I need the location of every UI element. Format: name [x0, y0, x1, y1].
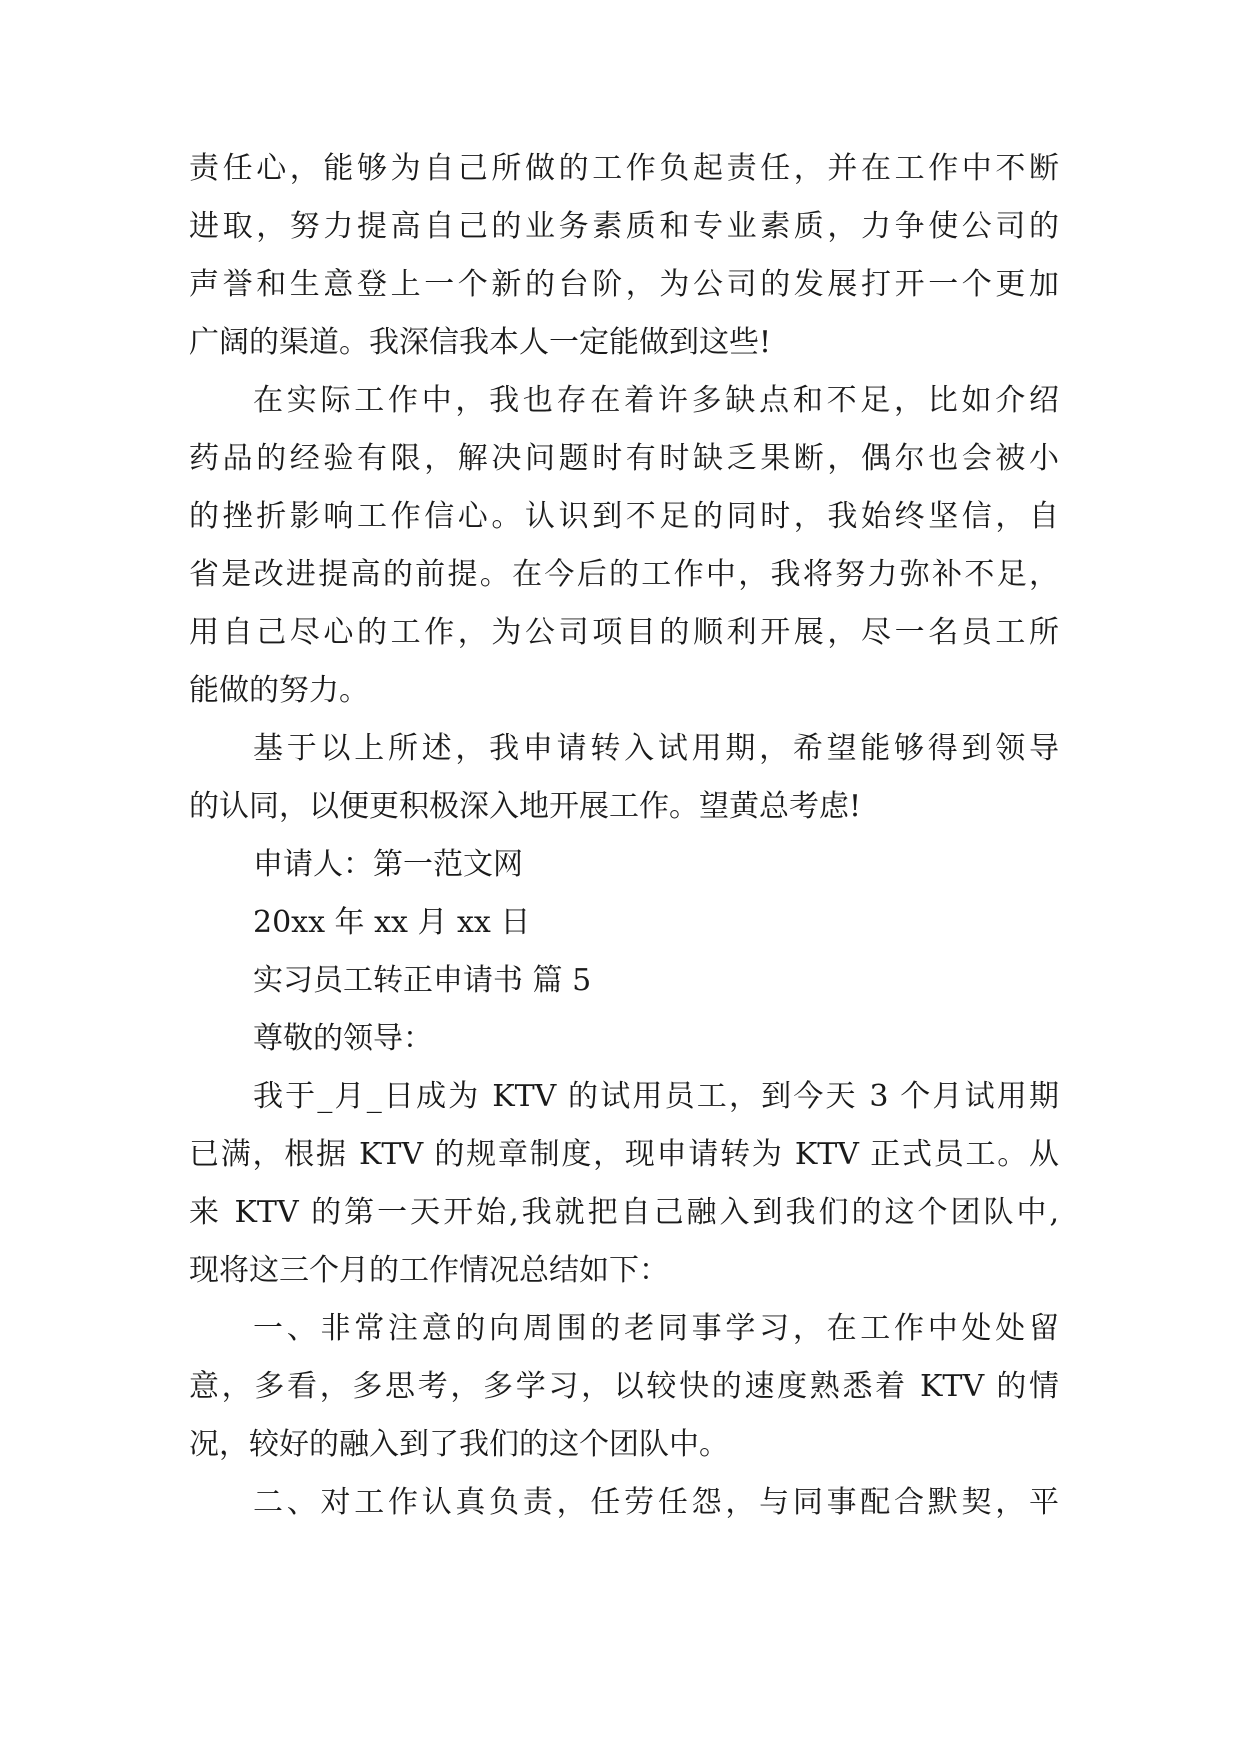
paragraph-first-line: 一、非常注意的向周围的老同事学习，在工作中处处留	[253, 1311, 1059, 1346]
text-line: 省是改进提高的前提。在今后的工作中，我将努力弥补不足，	[189, 557, 1059, 592]
section-title: 实习员工转正申请书 篇 5	[253, 963, 592, 998]
text-line: 药品的经验有限，解决问题时有时缺乏果断，偶尔也会被小	[189, 441, 1059, 476]
text-line: 已满，根据 KTV 的规章制度，现申请转为 KTV 正式员工。从	[189, 1137, 1059, 1172]
paragraph-first-line: 我于_月_日成为 KTV 的试用员工，到今天 3 个月试用期	[253, 1079, 1059, 1114]
text-line: 况，较好的融入到了我们的这个团队中。	[189, 1427, 729, 1462]
text-line: 来 KTV 的第一天开始,我就把自己融入到我们的这个团队中,	[189, 1195, 1059, 1230]
paragraph-first-line: 二、对工作认真负责，任劳任怨，与同事配合默契，平	[253, 1485, 1059, 1520]
text-line: 声誉和生意登上一个新的台阶，为公司的发展打开一个更加	[189, 267, 1059, 302]
applicant-signature: 申请人：第一范文网	[253, 847, 523, 882]
paragraph-first-line: 在实际工作中，我也存在着许多缺点和不足，比如介绍	[253, 383, 1059, 418]
text-line: 意，多看，多思考，多学习，以较快的速度熟悉着 KTV 的情	[189, 1369, 1059, 1404]
text-line: 能做的努力。	[189, 673, 369, 708]
text-line: 进取，努力提高自己的业务素质和专业素质，力争使公司的	[189, 209, 1059, 244]
text-line: 责任心，能够为自己所做的工作负起责任，并在工作中不断	[189, 151, 1059, 186]
text-line: 现将这三个月的工作情况总结如下：	[189, 1253, 669, 1288]
text-line: 广阔的渠道。我深信我本人一定能做到这些!	[189, 325, 772, 360]
text-line: 的认同，以便更积极深入地开展工作。望黄总考虑!	[189, 789, 862, 824]
salutation: 尊敬的领导：	[253, 1021, 433, 1056]
document-date: 20xx 年 xx 月 xx 日	[253, 905, 531, 940]
text-line: 的挫折影响工作信心。认识到不足的同时，我始终坚信，自	[189, 499, 1059, 534]
text-line: 用自己尽心的工作，为公司项目的顺利开展，尽一名员工所	[189, 615, 1059, 650]
paragraph-first-line: 基于以上所述，我申请转入试用期，希望能够得到领导	[253, 731, 1059, 766]
